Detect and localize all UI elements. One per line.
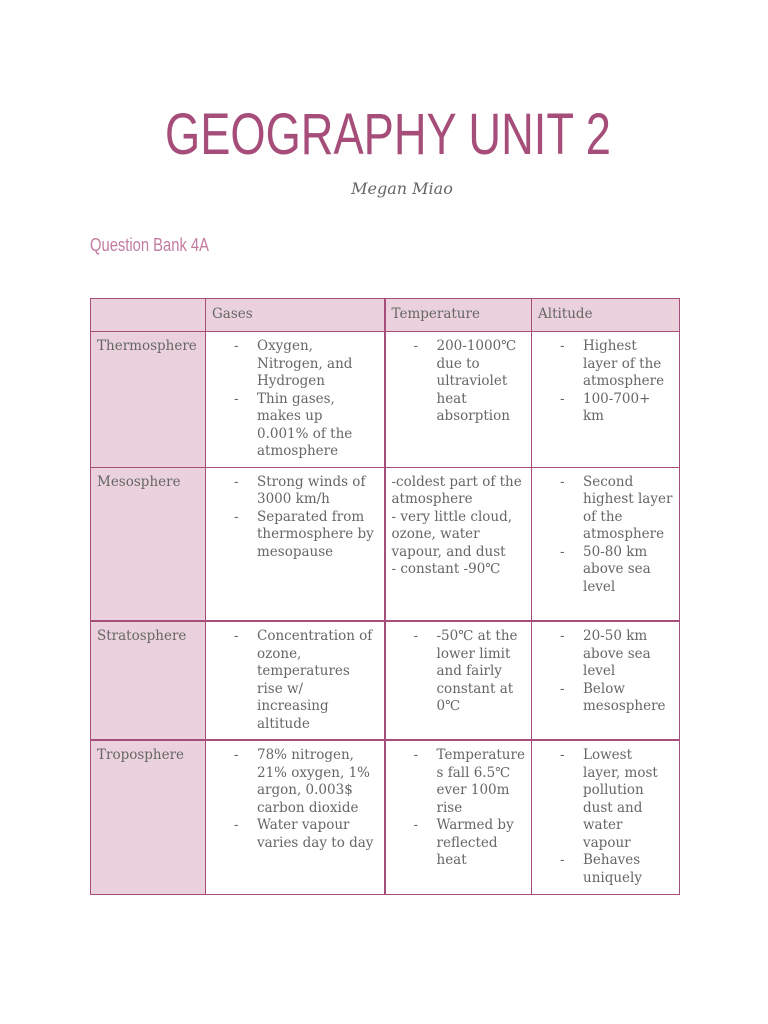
list-item: - 100-700+ km: [538, 391, 673, 426]
header-cell-gases: Gases: [206, 299, 385, 332]
temperature-cell: [385, 740, 532, 894]
list-item: - Separated from thermosphere by mesopause: [212, 509, 378, 562]
row-label-troposphere: Troposphere: [91, 740, 206, 894]
list-item: - Temperature s fall 6.5℃ ever 100m rise: [392, 747, 526, 817]
table-row: [91, 332, 680, 468]
row-label-thermosphere: Thermosphere: [91, 332, 206, 468]
list-item: - Thin gases, makes up 0.001% of the atmosphere: [212, 391, 378, 461]
table-row: [91, 467, 680, 621]
gases-cell: [206, 332, 385, 468]
row-label-stratosphere: Stratosphere: [91, 621, 206, 740]
table-header-row: [91, 299, 680, 332]
list-item: - Water vapour varies day to day: [212, 817, 378, 852]
text-line: - very little cloud, ozone, water vapour, and dust: [391, 508, 513, 560]
list-item: - Below mesosphere: [538, 681, 673, 716]
list-item: - 50-80 km above sea level: [538, 544, 673, 597]
altitude-cell: [532, 467, 680, 621]
gases-cell: [206, 740, 385, 894]
list-item: - Oxygen, Nitrogen, and Hydrogen: [212, 338, 378, 391]
header-cell-altitude: Altitude: [532, 299, 680, 332]
table-row: [91, 740, 680, 894]
list-item: - Strong winds of 3000 km/h: [212, 474, 378, 509]
author-name: Megan Miao: [351, 179, 453, 198]
list-item: - Warmed by reflected heat: [392, 817, 526, 870]
altitude-cell: [532, 332, 680, 468]
atmosphere-layers-table: [90, 298, 680, 895]
list-item: - Lowest layer, most pollution dust and water vapour: [538, 747, 673, 852]
list-item: - 200-1000℃ due to ultraviolet heat absorption: [392, 338, 526, 426]
altitude-cell: [532, 621, 680, 740]
list-item: - 20-50 km above sea level: [538, 628, 673, 681]
temperature-cell: [385, 467, 532, 621]
text-line: - constant -90℃: [391, 561, 501, 577]
gases-cell: [206, 467, 385, 621]
header-cell-empty: [91, 299, 206, 332]
header-cell-temperature: Temperature: [385, 299, 532, 332]
document-title: GEOGRAPHY UNIT 2: [165, 102, 611, 167]
altitude-cell: [532, 740, 680, 894]
temperature-cell: [385, 332, 532, 468]
text-line: -coldest part of the atmosphere: [391, 473, 522, 507]
row-label-mesosphere: Mesosphere: [91, 467, 206, 621]
gases-cell: [206, 621, 385, 740]
list-item: - Second highest layer of the atmosphere: [538, 474, 673, 544]
list-item: - Highest layer of the atmosphere: [538, 338, 673, 391]
table-row: [91, 621, 680, 740]
list-item: - 78% nitrogen, 21% oxygen, 1% argon, 0.003$ carbon dioxide: [212, 747, 378, 817]
temperature-cell: [385, 621, 532, 740]
list-item: - Concentration of ozone, temperatures rise w/ increasing altitude: [212, 628, 378, 733]
list-item: - -50℃ at the lower limit and fairly constant at 0℃: [392, 628, 526, 716]
list-item: - Behaves uniquely: [538, 852, 673, 887]
section-subheading: Question Bank 4A: [90, 235, 209, 255]
